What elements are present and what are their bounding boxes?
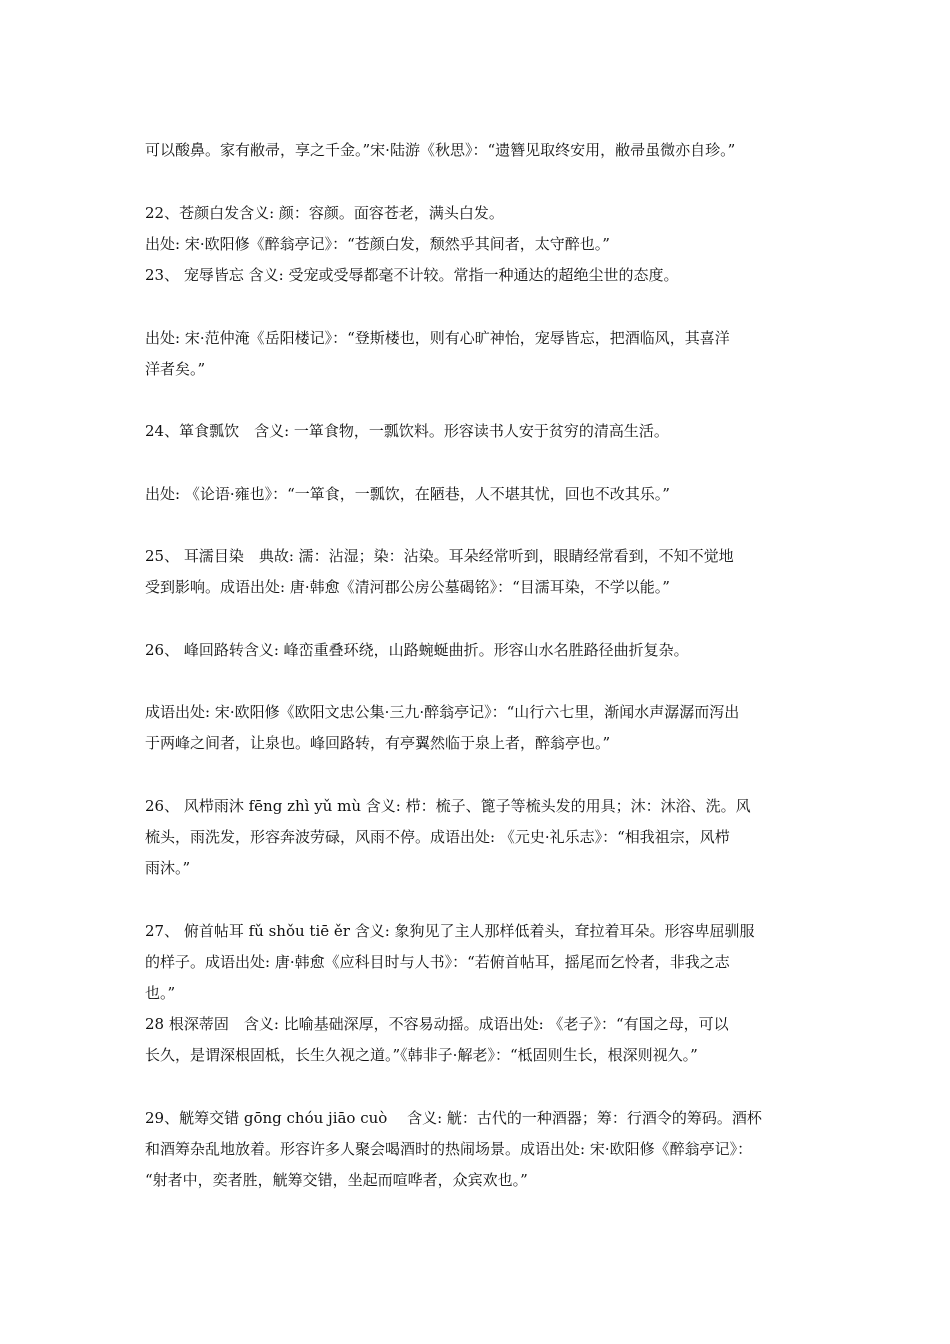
text-line: 也。” xyxy=(145,984,176,1002)
entry-27-title: 27、 俯首帖耳 fǔ shǒu tiē ěr 含义: 象狗见了主人那样低着头，耷拉着耳朵。形容卑屈驯服 xyxy=(145,922,755,940)
entry-26-source: 成语出处: 宋·欧阳修《欧阳文忠公集·三九·醉翁亭记》：“山行六七里，渐闻水声潺潺而泻出 xyxy=(145,703,740,721)
entry-26-title: 26、 峰回路转含义: 峰峦重叠环绕，山路蜿蜒曲折。形容山水名胜路径曲折复杂。 xyxy=(145,641,689,659)
entry-22-source: 出处: 宋·欧阳修《醉翁亭记》：“苍颜白发，颓然乎其间者，太守醉也。” xyxy=(145,235,610,253)
entry-26b-title: 26、 风栉雨沐 fēng zhì yǔ mù 含义: 栉：梳子、篦子等梳头发的用具；沐：沐浴、洗。风 xyxy=(145,797,751,815)
entry-23-title: 23、 宠辱皆忘 含义: 受宠或受辱都毫不计较。常指一种通达的超绝尘世的态度。 xyxy=(145,266,679,284)
text-line: 于两峰之间者，让泉也。峰回路转，有亭翼然临于泉上者，醉翁亭也。” xyxy=(145,734,611,752)
entry-29-title: 29、觥筹交错 gōng chóu jiāo cuò 含义: 觥：古代的一种酒器；筹：行酒令的筹码。酒杯 xyxy=(145,1109,762,1127)
text-line: 雨沐。” xyxy=(145,859,191,877)
text-line: 长久，是谓深根固柢，长生久视之道。”《韩非子·解老》：“柢固则生长，根深则视久。” xyxy=(145,1046,698,1064)
text-line: 可以酸鼻。家有敝帚，享之千金。”宋·陆游《秋思》：“遗簪见取终安用，敝帚虽微亦自珍。” xyxy=(145,141,736,159)
text-line: “射者中，奕者胜，觥筹交错，坐起而喧哗者，众宾欢也。” xyxy=(145,1171,528,1189)
entry-28-title: 28 根深蒂固 含义: 比喻基础深厚，不容易动摇。成语出处: 《老子》：“有国之母，可以 xyxy=(145,1015,729,1033)
entry-25-title: 25、 耳濡目染 典故: 濡：沾湿；染：沾染。耳朵经常听到，眼睛经常看到，不知不觉地 xyxy=(145,547,734,565)
entry-24-source: 出处: 《论语·雍也》：“一箪食，一瓢饮，在陋巷，人不堪其忧，回也不改其乐。” xyxy=(145,485,670,503)
entry-23-source: 出处: 宋·范仲淹《岳阳楼记》：“登斯楼也，则有心旷神怡，宠辱皆忘，把酒临风，其喜洋 xyxy=(145,329,730,347)
text-line: 和酒筹杂乱地放着。形容许多人聚会喝酒时的热闹场景。成语出处: 宋·欧阳修《醉翁亭记》： xyxy=(145,1140,753,1158)
text-line: 梳头，雨洗发，形容奔波劳碌，风雨不停。成语出处: 《元史·礼乐志》：“相我祖宗，风栉 xyxy=(145,828,730,846)
text-line: 受到影响。成语出处: 唐·韩愈《清河郡公房公墓碣铭》：“目濡耳染，不学以能。” xyxy=(145,578,670,596)
text-line: 的样子。成语出处: 唐·韩愈《应科目时与人书》：“若俯首帖耳，摇尾而乞怜者，非我之志 xyxy=(145,953,730,971)
text-line: 洋者矣。” xyxy=(145,360,206,378)
entry-22-title: 22、苍颜白发含义: 颜：容颜。面容苍老，满头白发。 xyxy=(145,204,504,222)
entry-24-title: 24、箪食瓢饮 含义: 一箪食物，一瓢饮料。形容读书人安于贫穷的清高生活。 xyxy=(145,422,669,440)
